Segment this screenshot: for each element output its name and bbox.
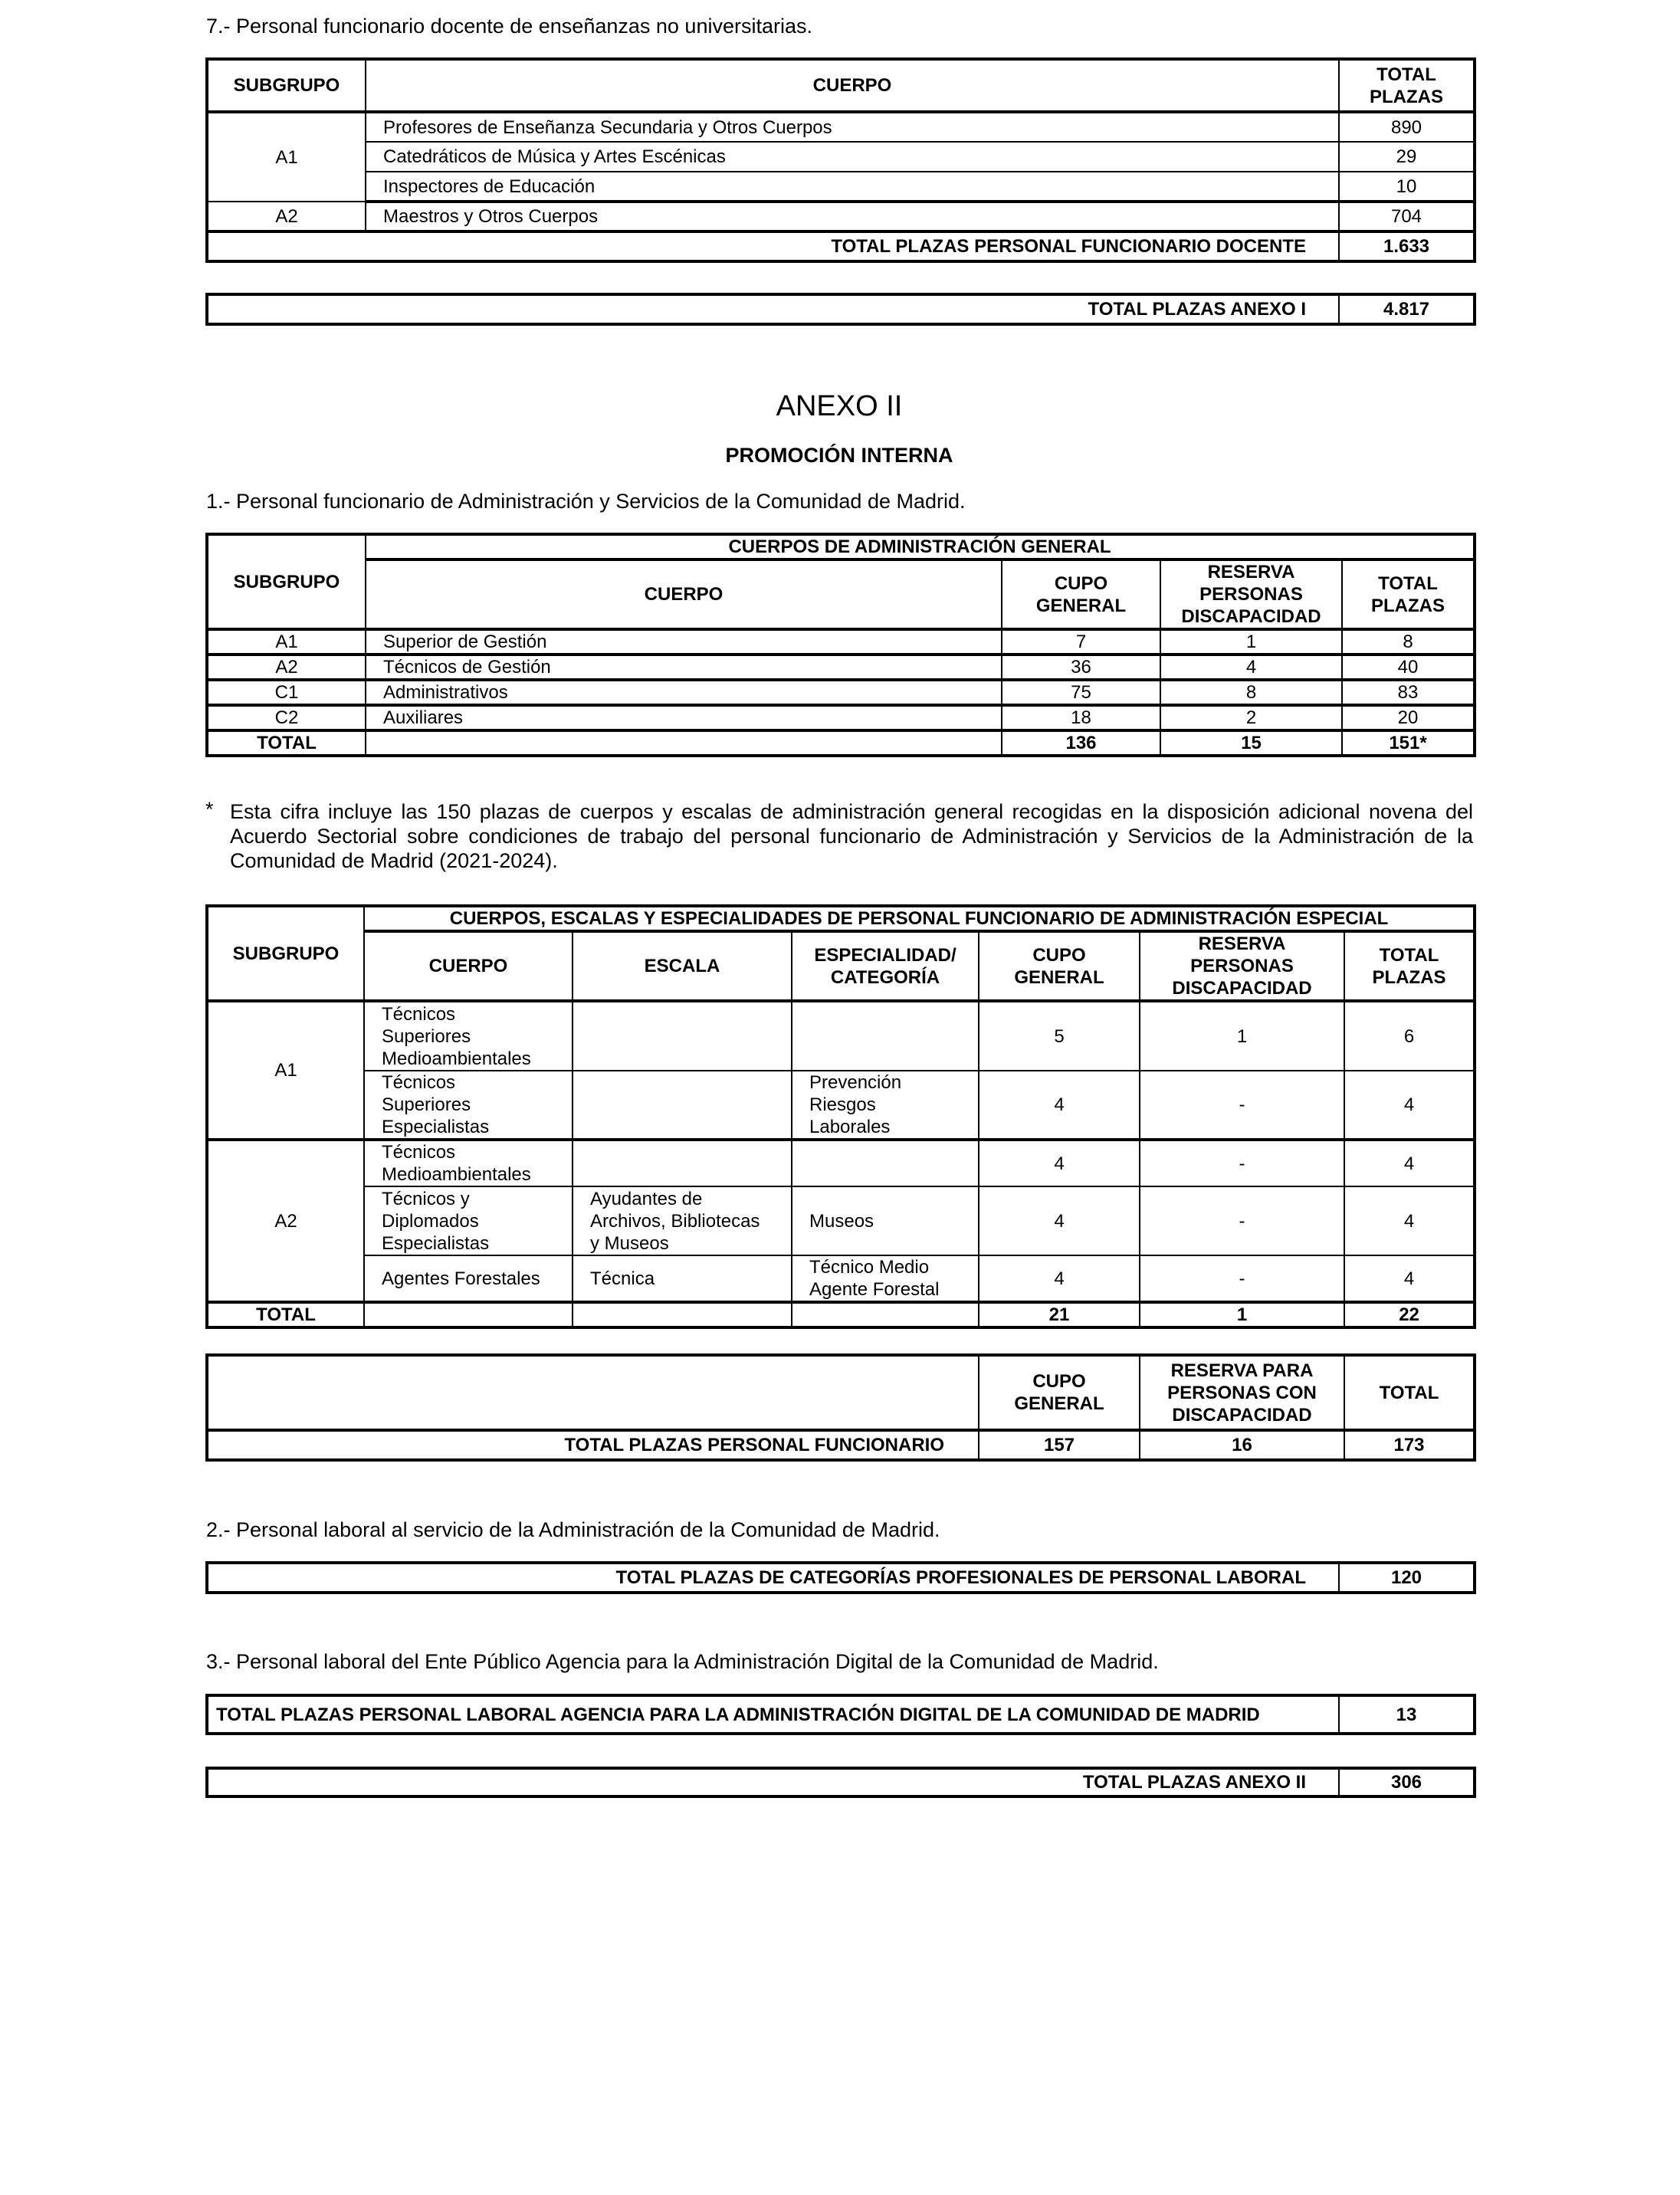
subgrupo-cell: A2	[207, 1140, 364, 1302]
cuerpo-cell: Superior de Gestión	[366, 629, 1002, 655]
total-total: 22	[1344, 1302, 1475, 1327]
col-escala: ESCALA	[573, 931, 792, 1001]
table-row	[207, 142, 1475, 172]
admin-general-total-row	[207, 730, 1475, 756]
subgrupo-cell: A1	[207, 1001, 364, 1140]
reserva-cell: 2	[1160, 705, 1342, 730]
cuerpo-cell-line: Técnicos	[382, 1142, 456, 1163]
escala-cell	[573, 1255, 792, 1302]
cupo-cell: 5	[979, 1001, 1140, 1071]
anexo-2-title: ANEXO II	[776, 390, 903, 422]
anexo-2-total-value: 306	[1339, 1768, 1475, 1796]
agencia-total-table	[205, 1694, 1476, 1735]
cupo-total: 157	[979, 1430, 1140, 1460]
cuerpo-cell-line: Técnicos y	[382, 1188, 470, 1209]
subgrupo-cell: A2	[207, 202, 366, 231]
col-subgrupo: SUBGRUPO	[207, 906, 364, 1001]
especialidad-cell-line: Técnico Medio	[809, 1257, 930, 1278]
escala-cell-line: Ayudantes de	[590, 1188, 703, 1209]
section-7-heading: 7.- Personal funcionario docente de enseñanzas no universitarias.	[206, 15, 812, 38]
total-cell: 4	[1344, 1186, 1475, 1255]
total-total: 173	[1344, 1430, 1475, 1460]
total-cell: 6	[1344, 1001, 1475, 1071]
admin-especial-table	[205, 904, 1476, 1329]
cupo-cell: 18	[1002, 705, 1160, 730]
total-cell: 8	[1342, 629, 1475, 655]
col-subgrupo: SUBGRUPO	[207, 534, 366, 629]
escala-cell	[573, 1001, 792, 1071]
cuerpo-cell	[364, 1001, 573, 1071]
total-cell: 10	[1339, 172, 1475, 202]
especialidad-cell-line: Agente Forestal	[809, 1279, 940, 1300]
especialidad-cell	[792, 1071, 979, 1140]
cupo-cell: 7	[1002, 629, 1160, 655]
docente-total-value: 1.633	[1339, 231, 1475, 261]
total-cell: 4	[1344, 1255, 1475, 1302]
cupo-cell: 36	[1002, 655, 1160, 680]
admin-especial-body	[207, 1001, 1475, 1302]
anexo-2-total-table	[205, 1767, 1476, 1798]
cuerpo-cell-line: Medioambientales	[382, 1164, 531, 1185]
empty-cell	[573, 1302, 792, 1327]
especialidad-cell-line: Prevención	[809, 1072, 902, 1093]
escala-cell-line: Técnica	[590, 1268, 655, 1289]
total-total: 151*	[1342, 730, 1475, 756]
cuerpo-cell: Administrativos	[366, 680, 1002, 705]
reserva-cell: 8	[1160, 680, 1342, 705]
col-cupo-general: CUPO GENERAL	[979, 931, 1140, 1001]
admin-especial-group-title: CUERPOS, ESCALAS Y ESPECIALIDADES DE PERSONAL FUNCIONARIO DE ADMINISTRACIÓN ESPECIAL	[364, 906, 1475, 931]
cupo-cell: 4	[979, 1186, 1140, 1255]
especialidad-cell	[792, 1255, 979, 1302]
agencia-total-row	[207, 1695, 1475, 1734]
cuerpo-cell: Profesores de Enseñanza Secundaria y Otros Cuerpos	[366, 112, 1339, 142]
footnote-text: Esta cifra incluye las 150 plazas de cuerpos y escalas de administración general recogidas en la disposición adicional novena del Acuerdo Sectorial sobre condiciones de trabajo del personal funcionario de Administración y Servicios de la Administración de la Comunidad de Madrid (2021-2024).	[230, 800, 1473, 872]
cuerpo-cell: Catedráticos de Música y Artes Escénicas	[366, 142, 1339, 172]
escala-cell-line: Archivos, Bibliotecas	[590, 1210, 760, 1232]
total-cell: 704	[1339, 202, 1475, 231]
laboral-total-label: TOTAL PLAZAS DE CATEGORÍAS PROFESIONALES DE PERSONAL LABORAL	[207, 1563, 1339, 1593]
funcionario-total-label: TOTAL PLAZAS PERSONAL FUNCIONARIO	[207, 1430, 979, 1460]
cuerpo-cell-line: Especialistas	[382, 1232, 490, 1254]
empty-header	[207, 1355, 979, 1430]
anexo-1-total-value: 4.817	[1339, 294, 1475, 324]
cuerpo-cell	[364, 1186, 573, 1255]
cuerpo-cell-line: Agentes Forestales	[382, 1268, 540, 1289]
reserva-cell: -	[1140, 1186, 1344, 1255]
anexo-2-total-row	[207, 1768, 1475, 1796]
empty-cell	[792, 1302, 979, 1327]
footnote-mark: *	[205, 798, 214, 821]
col-total: TOTAL	[1344, 1355, 1475, 1430]
reserva-cell: 4	[1160, 655, 1342, 680]
reserva-total: 16	[1140, 1430, 1344, 1460]
table-row	[207, 1255, 1475, 1302]
cuerpo-cell-line: Técnicos	[382, 1072, 456, 1093]
anexo-2-total-label: TOTAL PLAZAS ANEXO II	[207, 1768, 1339, 1796]
table-row	[207, 1140, 1475, 1186]
total-cell: 29	[1339, 142, 1475, 172]
table-row	[207, 629, 1475, 655]
table-row	[207, 112, 1475, 142]
cuerpo-cell-line: Técnicos	[382, 1003, 456, 1025]
col-cupo-general: CUPO GENERAL	[1002, 559, 1160, 629]
reserva-cell: -	[1140, 1071, 1344, 1140]
empty-cell	[364, 1302, 573, 1327]
funcionario-total-table	[205, 1353, 1476, 1462]
especialidad-cell-line: Riesgos	[809, 1094, 876, 1115]
total-cell: 4	[1344, 1071, 1475, 1140]
total-cell: 4	[1344, 1140, 1475, 1186]
total-cell: 40	[1342, 655, 1475, 680]
col-cupo-general: CUPO GENERAL	[979, 1355, 1140, 1430]
cuerpo-cell: Maestros y Otros Cuerpos	[366, 202, 1339, 231]
col-cuerpo: CUERPO	[366, 59, 1339, 112]
escala-cell	[573, 1186, 792, 1255]
col-cuerpo: CUERPO	[364, 931, 573, 1001]
especialidad-cell-line: Laborales	[809, 1117, 891, 1137]
cuerpo-cell-line: Diplomados	[382, 1210, 479, 1232]
cupo-total: 136	[1002, 730, 1160, 756]
table-row	[207, 202, 1475, 231]
col-cuerpo: CUERPO	[366, 559, 1002, 629]
admin-general-table	[205, 533, 1476, 757]
col-reserva: RESERVA PERSONAS DISCAPACIDAD	[1160, 559, 1342, 629]
col-total-plazas: TOTAL PLAZAS	[1344, 931, 1475, 1001]
escala-cell-line: y Museos	[590, 1232, 669, 1254]
cupo-cell: 75	[1002, 680, 1160, 705]
anexo-1-total-table	[205, 293, 1476, 326]
subgrupo-cell: A1	[207, 112, 366, 202]
cuerpo-cell: Técnicos de Gestión	[366, 655, 1002, 680]
agencia-total-value: 13	[1339, 1695, 1475, 1734]
table-row	[207, 172, 1475, 202]
subgrupo-cell: A2	[207, 655, 366, 680]
table-row	[207, 680, 1475, 705]
section-3-heading: 3.- Personal laboral del Ente Público Agencia para la Administración Digital de la Comunidad de Madrid.	[206, 1650, 1159, 1673]
anexo-1-total-row	[207, 294, 1475, 324]
table-row	[207, 1186, 1475, 1255]
especialidad-cell	[792, 1001, 979, 1071]
escala-cell	[573, 1140, 792, 1186]
section-1-heading: 1.- Personal funcionario de Administración y Servicios de la Comunidad de Madrid.	[206, 490, 966, 513]
reserva-cell: 1	[1140, 1001, 1344, 1071]
col-total-plazas: TOTAL PLAZAS	[1342, 559, 1475, 629]
docente-total-label: TOTAL PLAZAS PERSONAL FUNCIONARIO DOCENTE	[207, 231, 1339, 261]
admin-especial-group-row	[207, 906, 1475, 931]
reserva-cell: 1	[1160, 629, 1342, 655]
reserva-total: 15	[1160, 730, 1342, 756]
total-cell: 20	[1342, 705, 1475, 730]
reserva-total: 1	[1140, 1302, 1344, 1327]
admin-general-header-row	[207, 559, 1475, 629]
cuerpo-cell: Auxiliares	[366, 705, 1002, 730]
subgrupo-cell: C2	[207, 705, 366, 730]
especialidad-cell	[792, 1140, 979, 1186]
cupo-cell: 4	[979, 1071, 1140, 1140]
cuerpo-cell: Inspectores de Educación	[366, 172, 1339, 202]
total-label: TOTAL	[207, 1302, 364, 1327]
cuerpo-cell	[364, 1140, 573, 1186]
table-row	[207, 1071, 1475, 1140]
empty-cell	[366, 730, 1002, 756]
laboral-total-table	[205, 1561, 1476, 1594]
admin-especial-total-row	[207, 1302, 1475, 1327]
cuerpo-cell	[364, 1255, 573, 1302]
especialidad-cell-line: Museos	[809, 1210, 874, 1232]
admin-general-group-title: CUERPOS DE ADMINISTRACIÓN GENERAL	[366, 534, 1475, 559]
escala-cell	[573, 1071, 792, 1140]
admin-general-group-row	[207, 534, 1475, 559]
total-cell: 83	[1342, 680, 1475, 705]
laboral-total-row	[207, 1563, 1475, 1593]
col-total-plazas: TOTAL PLAZAS	[1339, 59, 1475, 112]
especialidad-cell	[792, 1186, 979, 1255]
agencia-total-label: TOTAL PLAZAS PERSONAL LABORAL AGENCIA PARA LA ADMINISTRACIÓN DIGITAL DE LA COMUNIDAD DE MADRID	[207, 1695, 1339, 1734]
total-label: TOTAL	[207, 730, 366, 756]
docente-header-row	[207, 59, 1475, 112]
funcionario-total-header-row	[207, 1355, 1475, 1430]
table-row	[207, 655, 1475, 680]
laboral-total-value: 120	[1339, 1563, 1475, 1593]
cuerpo-cell-line: Superiores	[382, 1025, 471, 1047]
col-subgrupo: SUBGRUPO	[207, 59, 366, 112]
col-especialidad: ESPECIALIDAD/ CATEGORÍA	[792, 931, 979, 1001]
cuerpo-cell-line: Especialistas	[382, 1117, 490, 1137]
col-reserva: RESERVA PERSONAS DISCAPACIDAD	[1140, 931, 1344, 1001]
cupo-total: 21	[979, 1302, 1140, 1327]
reserva-cell: -	[1140, 1255, 1344, 1302]
cupo-cell: 4	[979, 1255, 1140, 1302]
subgrupo-cell: A1	[207, 629, 366, 655]
admin-especial-header-row	[207, 931, 1475, 1001]
cuerpo-cell-line: Superiores	[382, 1094, 471, 1115]
cupo-cell: 4	[979, 1140, 1140, 1186]
anexo-1-total-label: TOTAL PLAZAS ANEXO I	[207, 294, 1339, 324]
table-row	[207, 705, 1475, 730]
cuerpo-cell-line: Medioambientales	[382, 1048, 531, 1069]
anexo-2-subtitle: PROMOCIÓN INTERNA	[725, 444, 953, 467]
subgrupo-cell: C1	[207, 680, 366, 705]
cuerpo-cell	[364, 1071, 573, 1140]
funcionario-total-row	[207, 1430, 1475, 1460]
table-row	[207, 1001, 1475, 1071]
reserva-cell: -	[1140, 1140, 1344, 1186]
section-2-heading: 2.- Personal laboral al servicio de la Administración de la Comunidad de Madrid.	[206, 1518, 940, 1541]
total-cell: 890	[1339, 112, 1475, 142]
col-reserva: RESERVA PARA PERSONAS CON DISCAPACIDAD	[1140, 1355, 1344, 1430]
docente-table	[205, 57, 1476, 263]
docente-total-row	[207, 231, 1475, 261]
